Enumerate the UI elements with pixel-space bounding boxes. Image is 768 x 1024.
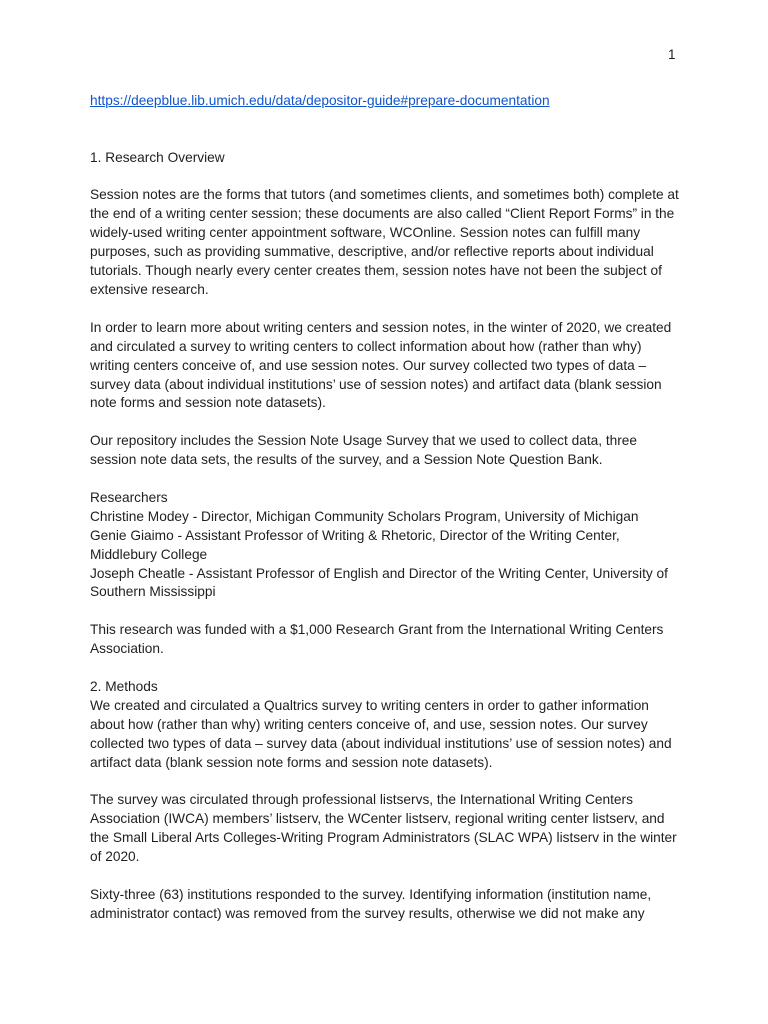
paragraph-methods-circulation: The survey was circulated through professional listservs, the International Writing Centers Association (IWCA) members’ listserv, the WCenter listserv, regional writing center listserv, and the Small Liberal Arts Colleges-Writing Program Administrators (SLAC WPA) listserv in the winter of 2020.: [90, 792, 677, 865]
paragraph-survey-description: In order to learn more about writing centers and session notes, in the winter of 2020, we created and circulated a survey to writing centers to collect information about how (rather than why) writing centers conceive of, and use session notes. Our survey collected two types of data – survey data (about individual institutions’ use of session notes) and artifact data (blank session note forms and session note datasets).: [90, 319, 672, 411]
page-number: 1: [668, 47, 676, 62]
paragraph-methods-survey: We created and circulated a Qualtrics survey to writing centers in order to gather information about how (rather than why) writing centers conceive of, and use, session notes. Our survey collected two types of data – survey data (about individual institutions’ use of session notes) and artifact data (blank session note forms and session note datasets).: [90, 697, 672, 770]
researchers-heading: Researchers: [90, 489, 168, 505]
section-heading-methods: 2. Methods: [90, 678, 158, 694]
paragraph-repository-contents: Our repository includes the Session Note Usage Survey that we used to collect data, three session note data sets, the results of the survey, and a Session Note Question Bank.: [90, 433, 638, 468]
paragraph-session-notes-intro: Session notes are the forms that tutors (and sometimes clients, and sometimes both) complete at the end of a writing center session; these documents are also called “Client Report Forms” in the widely-used writing center appointment software, WCOnline. Session notes can fulfill many purposes, such as providing summative, descriptive, and/or reflective reports about individual tutorials. Though nearly every center creates them, session notes have not been the subject of extensive research.: [90, 187, 679, 298]
researcher-entry: Genie Giaimo - Assistant Professor of Writing & Rhetoric, Director of the Writing Center, Middlebury College: [90, 527, 620, 562]
researcher-entry: Christine Modey - Director, Michigan Community Scholars Program, University of Michigan: [90, 508, 639, 524]
paragraph-methods-responses: Sixty-three (63) institutions responded to the survey. Identifying information (institution name, administrator contact) was removed from the survey results, otherwise we did not make any: [90, 886, 652, 921]
paragraph-funding: This research was funded with a $1,000 Research Grant from the International Writing Centers Association.: [90, 622, 664, 657]
researcher-entry: Joseph Cheatle - Assistant Professor of English and Director of the Writing Center, University of Southern Mississippi: [90, 565, 668, 600]
documentation-link[interactable]: https://deepblue.lib.umich.edu/data/depositor-guide#prepare-documentation: [90, 93, 550, 108]
section-heading-research-overview: 1. Research Overview: [90, 149, 225, 165]
document-body: [90, 92, 682, 924]
